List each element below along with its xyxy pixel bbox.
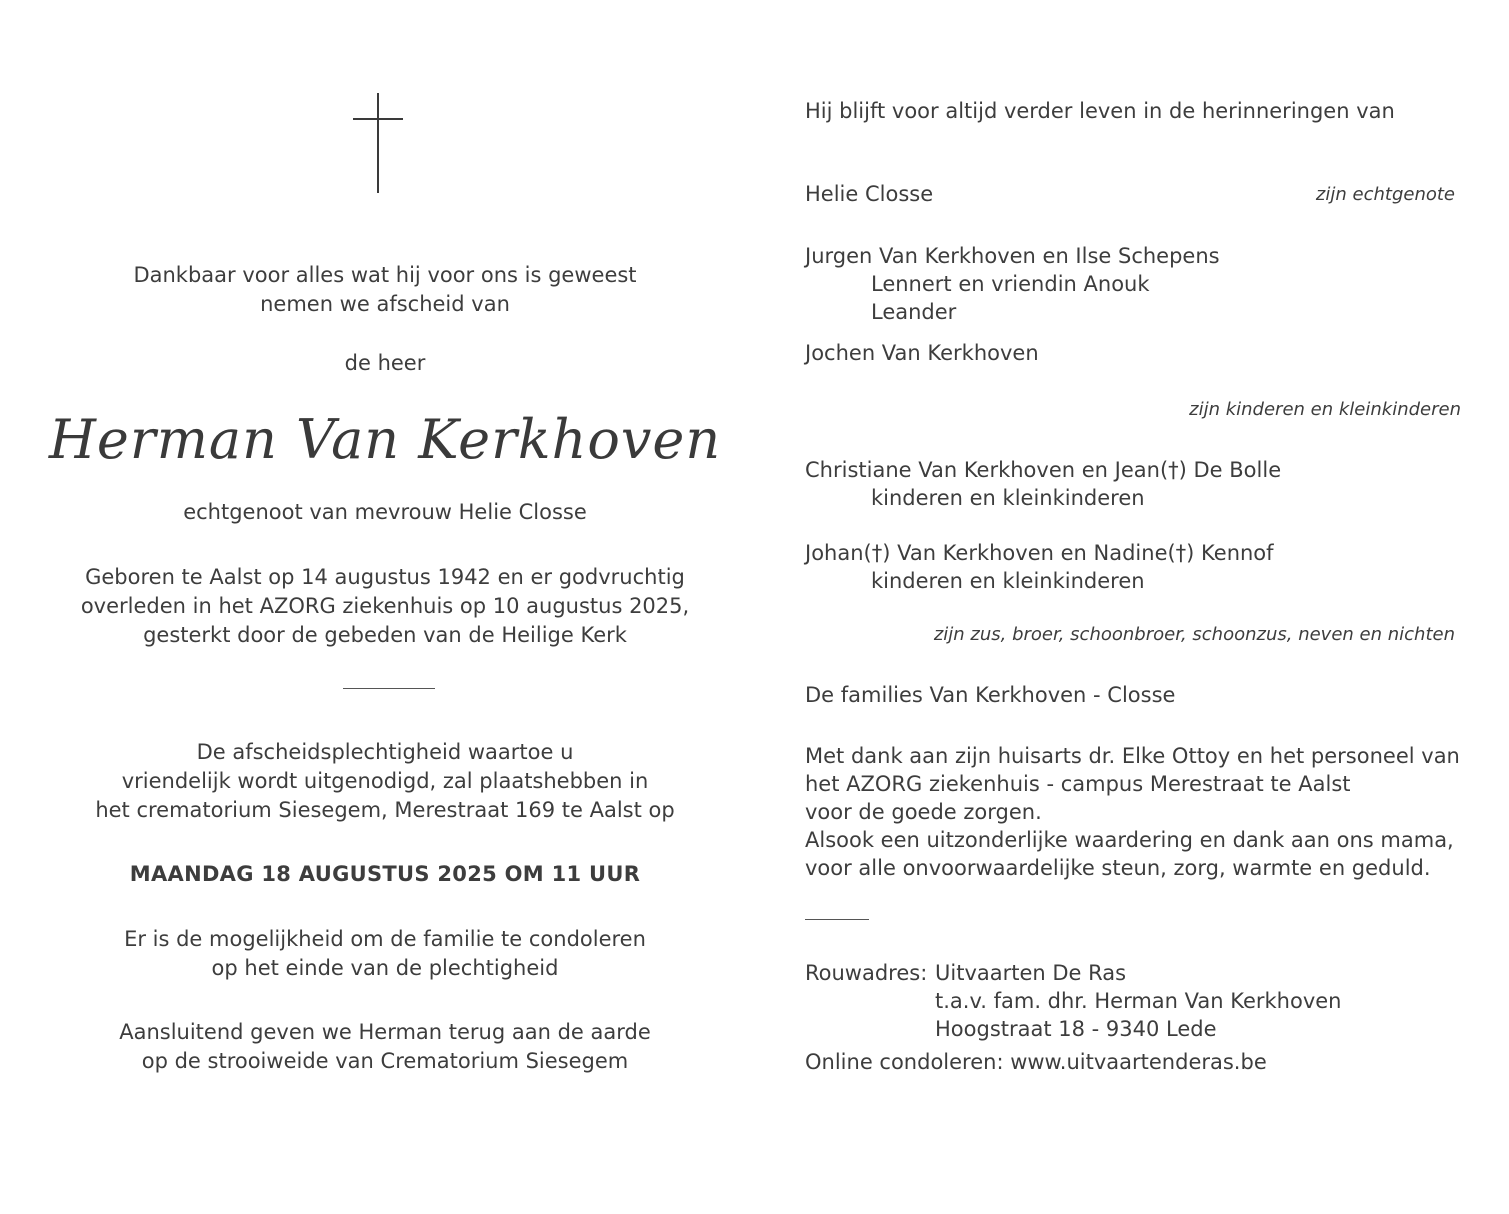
address-label: Rouwadres:: [805, 961, 928, 985]
address-line-2: t.a.v. fam. dhr. Herman Van Kerkhoven: [935, 989, 1342, 1013]
ceremony-line-3: het crematorium Siesegem, Merestraat 169 te Aalst op: [95, 798, 675, 822]
left-panel: [40, 0, 730, 1214]
online-condolence: Online condoleren: www.uitvaartenderas.be: [805, 1050, 1267, 1074]
child-line-1: Jurgen Van Kerkhoven en Ilse Schepens: [805, 244, 1220, 268]
deceased-name: Herman Van Kerkhoven: [48, 408, 722, 471]
address-line-3: Hoogstraat 18 - 9340 Lede: [935, 1017, 1217, 1041]
birth-line-2: overleden in het AZORG ziekenhuis op 10 augustus 2025,: [80, 594, 690, 618]
children-relation: zijn kinderen en kleinkinderen: [1189, 399, 1461, 420]
birth-line-1: Geboren te Aalst op 14 augustus 1942 en er godvruchtig: [85, 565, 685, 589]
siblings-relation: zijn zus, broer, schoonbroer, schoonzus, neven en nichten: [933, 624, 1455, 645]
sibling-line-2: Johan(†) Van Kerkhoven en Nadine(†) Kennof: [805, 541, 1274, 565]
families-line: De families Van Kerkhoven - Closse: [805, 683, 1176, 707]
ceremony-line-2: vriendelijk wordt uitgenodigd, zal plaatshebben in: [121, 769, 649, 793]
divider: [343, 688, 435, 689]
ceremony-date: MAANDAG 18 AUGUSTUS 2025 OM 11 UUR: [129, 862, 641, 886]
sibling-descendants-2: kinderen en kleinkinderen: [871, 569, 1145, 593]
address-line-1: Uitvaarten De Ras: [935, 961, 1127, 985]
thanks-line-5: voor alle onvoorwaardelijke steun, zorg, warmte en geduld.: [805, 856, 1431, 880]
thanks-line-1: Met dank aan zijn huisarts dr. Elke Ottoy en het personeel van: [805, 744, 1460, 768]
burial-line-1: Aansluitend geven we Herman terug aan de aarde: [119, 1020, 651, 1044]
thanks-line-4: Alsook een uitzonderlijke waardering en dank aan ons mama,: [805, 828, 1454, 852]
grandchild-line-1: Lennert en vriendin Anouk: [871, 272, 1150, 296]
intro-line-1: Dankbaar voor alles wat hij voor ons is geweest: [133, 263, 637, 287]
child-line-2: Jochen Van Kerkhoven: [805, 341, 1039, 365]
burial-line-2: op de strooiweide van Crematorium Siesegem: [141, 1049, 629, 1073]
birth-line-3: gesterkt door de gebeden van de Heilige Kerk: [143, 623, 627, 647]
divider-right: [805, 919, 869, 920]
condolence-line-2: op het einde van de plechtigheid: [211, 956, 559, 980]
sibling-line-1: Christiane Van Kerkhoven en Jean(†) De Bolle: [805, 458, 1282, 482]
ceremony-line-1: De afscheidsplechtigheid waartoe u: [196, 740, 574, 764]
spouse-line: echtgenoot van mevrouw Helie Closse: [183, 500, 587, 524]
memory-heading: Hij blijft voor altijd verder leven in de herinneringen van: [805, 99, 1395, 123]
title-de-heer: de heer: [344, 351, 426, 375]
right-panel: [805, 0, 1465, 1214]
sibling-descendants-1: kinderen en kleinkinderen: [871, 486, 1145, 510]
spouse-name: Helie Closse: [805, 182, 934, 206]
thanks-line-3: voor de goede zorgen.: [805, 800, 1042, 824]
thanks-line-2: het AZORG ziekenhuis - campus Merestraat te Aalst: [805, 772, 1351, 796]
condolence-line-1: Er is de mogelijkheid om de familie te condoleren: [124, 927, 646, 951]
intro-line-2: nemen we afscheid van: [260, 292, 510, 316]
cross-icon: [353, 93, 403, 193]
spouse-relation: zijn echtgenote: [1315, 184, 1455, 205]
grandchild-line-2: Leander: [871, 300, 957, 324]
